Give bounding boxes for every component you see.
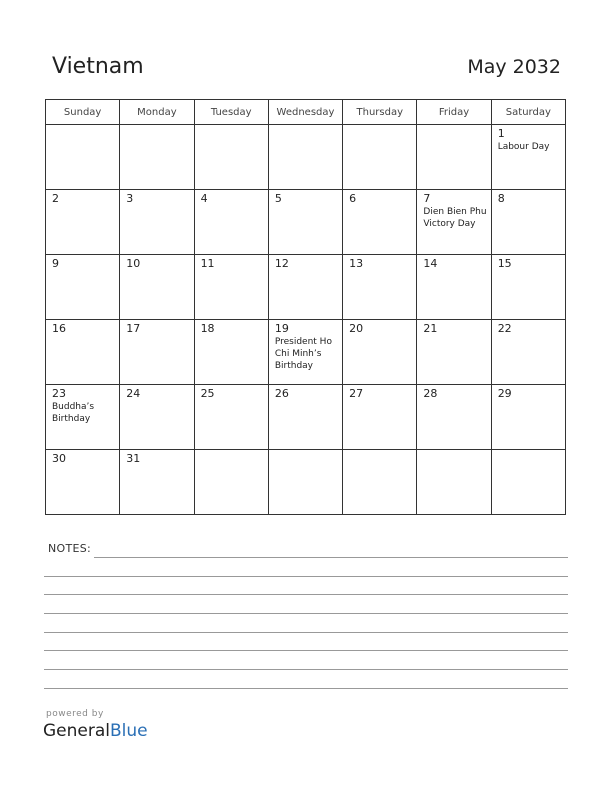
calendar-day-cell	[268, 320, 342, 385]
note-line	[44, 613, 568, 614]
day-number: 4	[200, 192, 208, 205]
day-number: 19	[274, 322, 289, 335]
holiday-label: President Ho Chi Minh’s Birthday	[274, 337, 332, 371]
note-line	[44, 576, 568, 577]
calendar-day-cell	[491, 450, 565, 515]
calendar-day-cell	[417, 125, 491, 190]
day-number: 25	[200, 387, 215, 400]
calendar-day-cell	[268, 450, 342, 515]
day-number: 24	[126, 387, 141, 400]
brand-general: General	[43, 721, 110, 741]
day-number	[417, 125, 490, 128]
weekday-header: Wednesday	[268, 100, 342, 125]
calendar-week-row	[46, 255, 566, 320]
calendar-week-row	[46, 190, 566, 255]
calendar-grid	[45, 99, 566, 515]
calendar-day-cell	[417, 450, 491, 515]
calendar-week-row	[46, 385, 566, 450]
note-line	[44, 669, 568, 670]
day-number: 26	[274, 387, 289, 400]
brand-blue: Blue	[110, 721, 148, 741]
day-number: 31	[126, 452, 141, 465]
day-number	[343, 125, 416, 128]
weekday-header: Sunday	[46, 100, 120, 125]
day-number: 27	[349, 387, 364, 400]
calendar-day-cell	[268, 125, 342, 190]
day-number: 11	[200, 257, 215, 270]
calendar-day-cell	[343, 190, 417, 255]
note-line	[44, 594, 568, 595]
generalblue-logo[interactable]	[43, 721, 148, 741]
day-number: 3	[126, 192, 134, 205]
weekday-header: Saturday	[491, 100, 565, 125]
calendar-day-cell	[46, 320, 120, 385]
note-line	[44, 688, 568, 689]
calendar-day-cell	[343, 385, 417, 450]
weekday-header: Monday	[120, 100, 194, 125]
day-number: 1	[497, 127, 505, 140]
calendar-day-cell	[120, 385, 194, 450]
day-number: 17	[126, 322, 141, 335]
day-number: 18	[200, 322, 215, 335]
weekday-header-row	[46, 100, 566, 125]
calendar-day-cell	[46, 385, 120, 450]
calendar-day-cell	[417, 320, 491, 385]
day-number: 30	[52, 452, 66, 465]
day-number: 9	[52, 257, 59, 270]
calendar-day-cell	[268, 385, 342, 450]
holiday-label: Buddha’s Birthday	[52, 402, 95, 424]
day-number	[195, 450, 268, 453]
day-number	[417, 450, 490, 453]
calendar-day-cell	[46, 255, 120, 320]
calendar-day-cell	[268, 255, 342, 320]
holiday-label: Dien Bien Phu Victory Day	[423, 207, 487, 229]
day-number	[343, 450, 416, 453]
weekday-header: Friday	[417, 100, 491, 125]
day-number: 23	[52, 387, 66, 400]
day-number: 21	[423, 322, 438, 335]
calendar-day-cell	[120, 450, 194, 515]
day-number: 8	[497, 192, 505, 205]
day-number: 10	[126, 257, 141, 270]
day-number	[46, 125, 119, 128]
powered-by-text: powered by	[46, 709, 104, 719]
calendar-week-row	[46, 450, 566, 515]
day-number: 20	[349, 322, 364, 335]
calendar-day-cell	[491, 255, 565, 320]
day-number: 14	[423, 257, 438, 270]
calendar-day-cell	[343, 320, 417, 385]
note-line	[44, 632, 568, 633]
calendar-day-cell	[491, 385, 565, 450]
holiday-label: Labour Day	[497, 142, 550, 152]
weekday-header: Tuesday	[194, 100, 268, 125]
day-number: 15	[497, 257, 512, 270]
calendar-day-cell	[343, 450, 417, 515]
day-number: 7	[423, 192, 431, 205]
calendar-day-cell	[491, 320, 565, 385]
calendar-month-year: May 2032	[467, 56, 561, 78]
notes-label: NOTES:	[48, 542, 92, 555]
day-number: 6	[349, 192, 357, 205]
day-number: 13	[349, 257, 364, 270]
calendar-day-cell	[46, 190, 120, 255]
calendar-day-cell	[194, 450, 268, 515]
day-number: 2	[52, 192, 59, 205]
calendar-day-cell	[194, 125, 268, 190]
calendar-day-cell	[343, 255, 417, 320]
note-line	[94, 557, 568, 558]
calendar-day-cell	[120, 125, 194, 190]
calendar-day-cell	[194, 385, 268, 450]
calendar-day-cell	[46, 125, 120, 190]
calendar-day-cell	[491, 190, 565, 255]
calendar-day-cell	[46, 450, 120, 515]
day-number	[195, 125, 268, 128]
day-number	[120, 125, 193, 128]
calendar-country-title: Vietnam	[52, 54, 144, 79]
calendar-day-cell	[120, 320, 194, 385]
calendar-day-cell	[491, 125, 565, 190]
calendar-day-cell	[343, 125, 417, 190]
day-number: 12	[274, 257, 289, 270]
note-line	[44, 650, 568, 651]
day-number: 22	[497, 322, 512, 335]
calendar-day-cell	[194, 255, 268, 320]
day-number: 28	[423, 387, 438, 400]
calendar-day-cell	[417, 385, 491, 450]
calendar-day-cell	[417, 190, 491, 255]
day-number: 5	[274, 192, 282, 205]
calendar-day-cell	[417, 255, 491, 320]
day-number: 29	[497, 387, 512, 400]
calendar-day-cell	[194, 190, 268, 255]
day-number: 16	[52, 322, 66, 335]
day-number	[492, 450, 565, 453]
calendar-day-cell	[268, 190, 342, 255]
calendar-week-row	[46, 125, 566, 190]
calendar-day-cell	[120, 190, 194, 255]
calendar-day-cell	[194, 320, 268, 385]
day-number	[269, 125, 342, 128]
day-number	[269, 450, 342, 453]
calendar-week-row	[46, 320, 566, 385]
calendar-day-cell	[120, 255, 194, 320]
weekday-header: Thursday	[343, 100, 417, 125]
